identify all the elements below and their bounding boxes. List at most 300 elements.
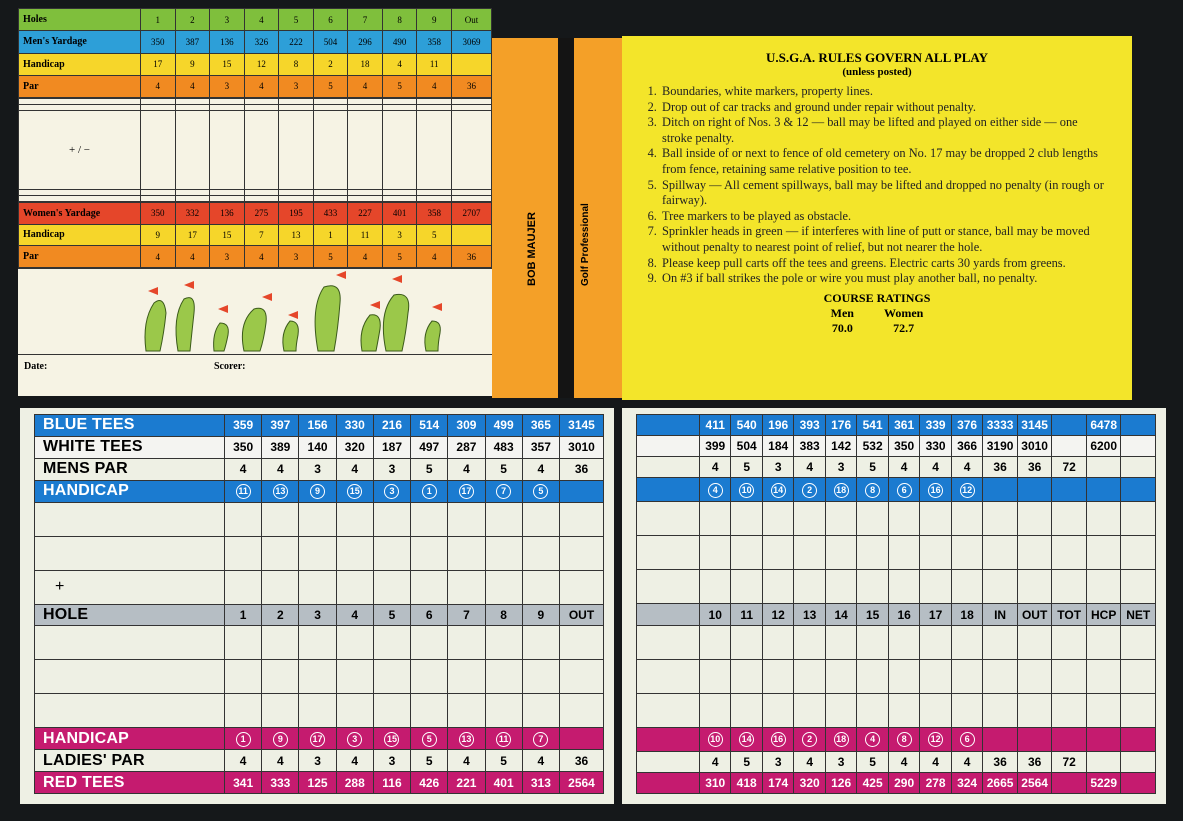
holes-cell: 12 — [762, 604, 793, 625]
lhcp-cell — [951, 727, 982, 751]
par-cell: 4 — [225, 458, 262, 480]
mens_yardage-cell: 387 — [175, 31, 210, 53]
lhcp-cell — [262, 728, 299, 750]
lpar-cell: 4 — [794, 751, 825, 772]
circled-number: 4 — [708, 483, 723, 498]
back-blue-row — [637, 415, 1156, 436]
lhcp-cell — [336, 728, 373, 750]
red-cell: 426 — [411, 772, 448, 794]
circled-number: 10 — [739, 483, 754, 498]
lpar-cell: 4 — [262, 750, 299, 772]
holes-cell: 11 — [731, 604, 762, 625]
lpar-cell: 4 — [888, 751, 919, 772]
hcp-cell — [951, 478, 982, 502]
circled-number: 11 — [236, 484, 251, 499]
row-lead — [637, 457, 700, 478]
circled-number: 16 — [771, 732, 786, 747]
circled-number: 12 — [928, 732, 943, 747]
handicap-cell: 2 — [313, 53, 348, 75]
lpar-cell: 5 — [731, 751, 762, 772]
mens_yardage-cell: 490 — [382, 31, 417, 53]
mens_yardage-cell: 296 — [348, 31, 383, 53]
hcp-cell — [299, 480, 336, 502]
lpar-cell: 3 — [762, 751, 793, 772]
lpar-cell: 4 — [522, 750, 559, 772]
blue-cell: 393 — [794, 415, 825, 436]
blue_label: BLUE TEES — [35, 415, 225, 437]
holes-cell: 14 — [825, 604, 856, 625]
circled-number: 18 — [834, 483, 849, 498]
back-ladies-handicap-row — [637, 727, 1156, 751]
white_label: WHITE TEES — [35, 436, 225, 458]
par-cell: 36 — [560, 458, 604, 480]
white-cell: 383 — [794, 436, 825, 457]
red-cell: 418 — [731, 772, 762, 793]
hcp-cell — [825, 478, 856, 502]
red-cell: 2665 — [983, 772, 1018, 793]
back-hole-row — [637, 604, 1156, 625]
lhcp-cell — [731, 727, 762, 751]
blue-cell: 397 — [262, 415, 299, 437]
blue-cell: 196 — [762, 415, 793, 436]
hcp-cell — [888, 478, 919, 502]
red-cell: 333 — [262, 772, 299, 794]
lhcp-cell — [225, 728, 262, 750]
lhcp-cell — [983, 727, 1018, 751]
circled-number: 6 — [897, 483, 912, 498]
lpar-cell: 5 — [411, 750, 448, 772]
back-white-row — [637, 436, 1156, 457]
handicap-row — [35, 480, 604, 502]
ladies-par-row — [35, 750, 604, 772]
lhcp_label: HANDICAP — [35, 728, 225, 750]
women-rating: 72.7 — [893, 320, 915, 335]
white-cell: 389 — [262, 436, 299, 458]
circled-number: 7 — [496, 484, 511, 499]
date-scorer-row — [18, 354, 492, 396]
rule-item: 1. Boundaries, white markers, property lines. — [660, 84, 1104, 100]
par-cell: 5 — [485, 458, 522, 480]
pro-name-box — [518, 168, 558, 288]
circled-number: 5 — [422, 732, 437, 747]
red-cell: 288 — [336, 772, 373, 794]
header-cell: 7 — [348, 9, 383, 31]
ratings-title: COURSE RATINGS — [823, 290, 931, 305]
circled-number: 2 — [802, 483, 817, 498]
blue-cell: 376 — [951, 415, 982, 436]
blue-cell: 514 — [411, 415, 448, 437]
holes-cell: 4 — [336, 604, 373, 626]
row-lead — [637, 604, 700, 625]
blue-cell: 540 — [731, 415, 762, 436]
handicap-cell: 12 — [244, 53, 279, 75]
rule-item: 8. Please keep pull carts off the tees and greens. Electric carts 30 yards from greens. — [660, 256, 1104, 272]
par-cell: 5 — [857, 457, 888, 478]
lhcp-cell — [794, 727, 825, 751]
white-cell: 6200 — [1086, 436, 1121, 457]
lhcp-cell — [522, 728, 559, 750]
white-cell: 142 — [825, 436, 856, 457]
mens_yardage-cell: 3069 — [452, 31, 492, 53]
pro-name: BOB MAUJER — [526, 212, 538, 286]
womens_yardage-cell: 275 — [244, 203, 279, 225]
handicap-cell: 4 — [382, 53, 417, 75]
holes-cell: 1 — [225, 604, 262, 626]
row-lead — [637, 727, 700, 751]
blue-cell: 3333 — [983, 415, 1018, 436]
hcp_label: HANDICAP — [35, 480, 225, 502]
womens_par-cell: 4 — [417, 246, 452, 268]
holes-cell: 18 — [951, 604, 982, 625]
circled-number: 4 — [865, 732, 880, 747]
rule-item: 7. Sprinkler heads in green — if interferes with line of putt or stance, ball may be moved without penalty to nearest point of relief, but not nearer the hole. — [660, 224, 1104, 255]
hcp-cell — [448, 480, 485, 502]
red-cell: 324 — [951, 772, 982, 793]
lhcp-cell — [560, 728, 604, 750]
par-cell: 4 — [336, 458, 373, 480]
mens_yardage-cell: 326 — [244, 31, 279, 53]
circled-number: 5 — [533, 484, 548, 499]
womens_yardage-cell: 350 — [141, 203, 176, 225]
rules-subtitle: (unless posted) — [842, 66, 912, 78]
womens_handicap-cell — [452, 224, 492, 246]
pro-title-box — [574, 168, 614, 288]
handicap-label: Handicap — [19, 53, 141, 75]
circled-number: 13 — [459, 732, 474, 747]
holes-cell: OUT — [1017, 604, 1052, 625]
mens_yardage-cell: 136 — [210, 31, 245, 53]
circled-number: 15 — [384, 732, 399, 747]
holes-cell: 15 — [857, 604, 888, 625]
blue-cell: 216 — [373, 415, 410, 437]
womens_handicap-cell: 17 — [175, 224, 210, 246]
red-cell — [1052, 772, 1087, 793]
womens_yardage-cell: 332 — [175, 203, 210, 225]
holes-row — [19, 9, 492, 31]
lhcp-cell — [888, 727, 919, 751]
front-nine-table — [34, 414, 604, 794]
header-cell: 8 — [382, 9, 417, 31]
red-cell: 125 — [299, 772, 336, 794]
circled-number: 7 — [533, 732, 548, 747]
circled-number: 12 — [960, 483, 975, 498]
white-cell: 184 — [762, 436, 793, 457]
blue-cell: 359 — [225, 415, 262, 437]
lhcp-cell — [920, 727, 951, 751]
womens_yardage-cell: 136 — [210, 203, 245, 225]
par-cell: 5 — [731, 457, 762, 478]
mens-yardage-row — [19, 31, 492, 53]
red-cell: 126 — [825, 772, 856, 793]
blue-cell: 411 — [699, 415, 730, 436]
white-cell: 357 — [522, 436, 559, 458]
men-label: Men — [830, 305, 854, 320]
red-tees-row — [35, 772, 604, 794]
circled-number: 17 — [310, 732, 325, 747]
mens_yardage-label: Men's Yardage — [19, 31, 141, 53]
womens-par-row — [19, 246, 492, 268]
womens_par-cell: 5 — [313, 246, 348, 268]
hcp-cell — [794, 478, 825, 502]
lpar-cell: 4 — [951, 751, 982, 772]
old-scorecard — [18, 8, 492, 396]
holes-cell: 9 — [522, 604, 559, 626]
blue-tees-row — [35, 415, 604, 437]
blue-cell: 156 — [299, 415, 336, 437]
blue-cell: 365 — [522, 415, 559, 437]
blue-cell: 361 — [888, 415, 919, 436]
lpar-cell: 4 — [336, 750, 373, 772]
lhcp-cell — [857, 727, 888, 751]
blue-cell: 6478 — [1086, 415, 1121, 436]
handicap-cell: 8 — [279, 53, 314, 75]
header-cell: 2 — [175, 9, 210, 31]
par-cell: 4 — [141, 75, 176, 97]
white-cell: 350 — [225, 436, 262, 458]
red-cell: 425 — [857, 772, 888, 793]
men-rating: 70.0 — [831, 320, 853, 335]
hcp-cell — [920, 478, 951, 502]
womens_yardage-cell: 195 — [279, 203, 314, 225]
holes-cell: 8 — [485, 604, 522, 626]
red-cell: 278 — [920, 772, 951, 793]
lhcp-cell — [1017, 727, 1052, 751]
blue-cell: 309 — [448, 415, 485, 437]
handicap-cell: 18 — [348, 53, 383, 75]
header-cell: Out — [452, 9, 492, 31]
white-cell: 483 — [485, 436, 522, 458]
hcp-cell — [485, 480, 522, 502]
womens_yardage-cell: 401 — [382, 203, 417, 225]
circled-number: 3 — [347, 732, 362, 747]
lhcp-cell — [699, 727, 730, 751]
par-cell: 4 — [920, 457, 951, 478]
pro-title: Golf Professional — [580, 203, 591, 286]
hcp-cell — [983, 478, 1018, 502]
white-cell: 532 — [857, 436, 888, 457]
red-cell: 174 — [762, 772, 793, 793]
lhcp-cell — [411, 728, 448, 750]
par-cell: 36 — [1017, 457, 1052, 478]
white-cell: 140 — [299, 436, 336, 458]
circled-number: 3 — [384, 484, 399, 499]
circled-number: 18 — [834, 732, 849, 747]
header-cell: 3 — [210, 9, 245, 31]
handicap-cell: 17 — [141, 53, 176, 75]
circled-number: 8 — [897, 732, 912, 747]
holes-cell: 7 — [448, 604, 485, 626]
womens-handicap-row — [19, 224, 492, 246]
hcp-cell — [731, 478, 762, 502]
hcp-cell — [1017, 478, 1052, 502]
holes-cell: 2 — [262, 604, 299, 626]
holes-cell: 13 — [794, 604, 825, 625]
blue-cell: 339 — [920, 415, 951, 436]
circled-number: 6 — [960, 732, 975, 747]
white-cell: 399 — [699, 436, 730, 457]
womens_yardage-cell: 433 — [313, 203, 348, 225]
mens_yardage-cell: 222 — [279, 31, 314, 53]
par-cell: 4 — [348, 75, 383, 97]
row-lead — [637, 751, 700, 772]
circled-number: 16 — [928, 483, 943, 498]
circled-number: 15 — [347, 484, 362, 499]
par-cell: 4 — [417, 75, 452, 97]
lpar-cell: 5 — [485, 750, 522, 772]
par-cell: 4 — [888, 457, 919, 478]
red-cell: 2564 — [560, 772, 604, 794]
row-lead — [637, 436, 700, 457]
lhcp-cell — [299, 728, 336, 750]
golfer-figures-icon — [18, 269, 492, 355]
blue-cell: 3145 — [1017, 415, 1052, 436]
red-cell: 320 — [794, 772, 825, 793]
red_label: RED TEES — [35, 772, 225, 794]
rule-item: 5. Spillway — All cement spillways, ball may be lifted and dropped no penalty (in rough or fairway). — [660, 178, 1104, 209]
scorer-label: Scorer: — [214, 361, 246, 372]
red-cell: 341 — [225, 772, 262, 794]
white-cell: 366 — [951, 436, 982, 457]
lpar-cell: 3 — [299, 750, 336, 772]
rules-title: U.S.G.A. RULES GOVERN ALL PLAY — [765, 50, 988, 65]
hole-row — [35, 604, 604, 626]
circled-number: 14 — [739, 732, 754, 747]
holes-cell: 16 — [888, 604, 919, 625]
handicap-cell — [452, 53, 492, 75]
holes-cell: NET — [1121, 604, 1156, 625]
womens_par-cell: 4 — [244, 246, 279, 268]
par-cell: 3 — [210, 75, 245, 97]
par-cell: 4 — [262, 458, 299, 480]
blue-cell: 330 — [336, 415, 373, 437]
mens_yardage-cell: 504 — [313, 31, 348, 53]
mens_yardage-cell: 350 — [141, 31, 176, 53]
handicap-cell: 11 — [417, 53, 452, 75]
rule-item: 2. Drop out of car tracks and ground under repair without penalty. — [660, 100, 1104, 116]
red-cell: 310 — [699, 772, 730, 793]
lpar-cell: 72 — [1052, 751, 1087, 772]
rule-item: 6. Tree markers to be played as obstacle. — [660, 209, 1104, 225]
row-lead — [637, 415, 700, 436]
lpar-cell: 4 — [225, 750, 262, 772]
womens-yardage-row — [19, 203, 492, 225]
hcp-cell — [560, 480, 604, 502]
hcp-cell — [262, 480, 299, 502]
white-cell — [1052, 436, 1087, 457]
row-lead — [637, 478, 700, 502]
par-cell: 5 — [411, 458, 448, 480]
white-cell: 497 — [411, 436, 448, 458]
plus-minus-label: + / − — [19, 111, 141, 190]
header-cell: 5 — [279, 9, 314, 31]
par_label: MENS PAR — [35, 458, 225, 480]
par-row — [19, 75, 492, 97]
womens_par-cell: 5 — [382, 246, 417, 268]
lpar_label: LADIES' PAR — [35, 750, 225, 772]
womens_par-cell: 4 — [175, 246, 210, 268]
hcp-cell — [373, 480, 410, 502]
header-cell: 1 — [141, 9, 176, 31]
fold-divider — [558, 38, 574, 398]
lhcp-cell — [762, 727, 793, 751]
womens_yardage-cell: 358 — [417, 203, 452, 225]
circled-number: 13 — [273, 484, 288, 499]
womens_handicap-cell: 3 — [382, 224, 417, 246]
white-cell: 187 — [373, 436, 410, 458]
handicap-cell: 15 — [210, 53, 245, 75]
lpar-cell: 36 — [560, 750, 604, 772]
womens_handicap-cell: 13 — [279, 224, 314, 246]
back-nine-card — [622, 408, 1166, 804]
par-cell: 4 — [951, 457, 982, 478]
womens_par-cell: 36 — [452, 246, 492, 268]
rule-item: 4. Ball inside of or next to fence of old cemetery on No. 17 may be dropped 2 club lengths from fence, retaining same relative position to tee. — [660, 146, 1104, 177]
womens_par-cell: 4 — [348, 246, 383, 268]
lpar-cell: 3 — [373, 750, 410, 772]
womens_handicap-cell: 7 — [244, 224, 279, 246]
course-ratings — [622, 291, 1132, 336]
womens_yardage-label: Women's Yardage — [19, 203, 141, 225]
blue-cell: 541 — [857, 415, 888, 436]
womens_par-label: Par — [19, 246, 141, 268]
hcp-cell — [857, 478, 888, 502]
plus-label: + — [35, 570, 225, 604]
par-cell: 4 — [244, 75, 279, 97]
par-cell: 3 — [825, 457, 856, 478]
white-cell: 3190 — [983, 436, 1018, 457]
womens_handicap-cell: 11 — [348, 224, 383, 246]
par-cell: 4 — [699, 457, 730, 478]
white-cell: 330 — [920, 436, 951, 457]
rules-panel — [622, 36, 1132, 400]
womens_handicap-cell: 9 — [141, 224, 176, 246]
lpar-cell: 4 — [699, 751, 730, 772]
red-cell: 313 — [522, 772, 559, 794]
holes-cell: 5 — [373, 604, 410, 626]
blue-cell: 3145 — [560, 415, 604, 437]
circled-number: 14 — [771, 483, 786, 498]
par-cell: 4 — [794, 457, 825, 478]
lhcp-cell — [1086, 727, 1121, 751]
lhcp-cell — [448, 728, 485, 750]
mens_yardage-cell: 358 — [417, 31, 452, 53]
hcp-cell — [699, 478, 730, 502]
lhcp-cell — [1052, 727, 1087, 751]
womens_par-cell: 3 — [210, 246, 245, 268]
header-label: Holes — [19, 9, 141, 31]
circled-number: 8 — [865, 483, 880, 498]
hcp-cell — [336, 480, 373, 502]
circled-number: 9 — [310, 484, 325, 499]
womens_par-cell: 3 — [279, 246, 314, 268]
golfer-illustrations — [18, 268, 492, 354]
par-cell: 3 — [762, 457, 793, 478]
back-nine-table — [636, 414, 1156, 794]
hcp-cell — [1052, 478, 1087, 502]
hcp-cell — [1086, 478, 1121, 502]
lpar-cell: 36 — [983, 751, 1018, 772]
par-cell: 72 — [1052, 457, 1087, 478]
par-cell: 5 — [313, 75, 348, 97]
mens-par-row — [35, 458, 604, 480]
womens_handicap-cell: 15 — [210, 224, 245, 246]
holes-cell: 17 — [920, 604, 951, 625]
circled-number: 9 — [273, 732, 288, 747]
par-cell: 3 — [299, 458, 336, 480]
white-cell: 504 — [731, 436, 762, 457]
holes-cell: 10 — [699, 604, 730, 625]
white-cell: 3010 — [1017, 436, 1052, 457]
